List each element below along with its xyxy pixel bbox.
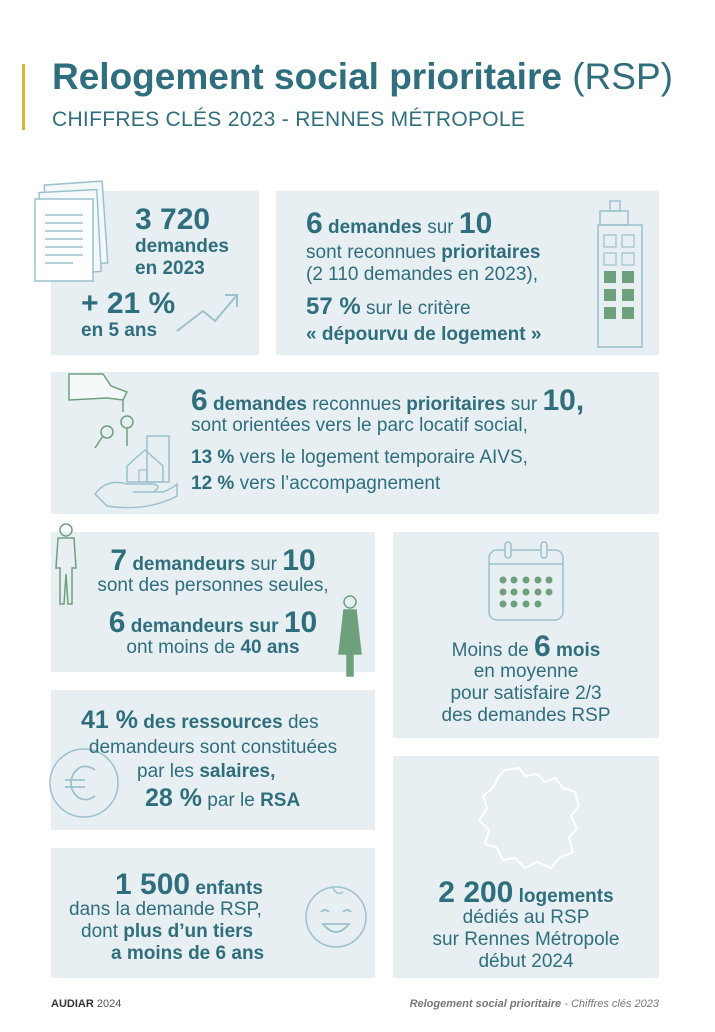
prioritaires-line3: (2 110 demandes en 2023), [306, 264, 539, 285]
growth-value: + 21 % [81, 287, 176, 320]
logements-line4: début 2024 [478, 951, 574, 972]
prioritaires-line2: sont reconnues prioritaires [306, 242, 541, 263]
card-prioritaires [276, 191, 659, 355]
trend-arrow-icon [175, 291, 241, 333]
ressources-line4: 28 % par le RSA [145, 784, 301, 812]
building-icon [596, 199, 646, 349]
page-subtitle: CHIFFRES CLÉS 2023 - RENNES MÉTROPOLE [52, 108, 526, 131]
orientation-line2: sont orientées vers le parc locatif social, [191, 415, 528, 436]
enfants-line4: a moins de 6 ans [111, 943, 265, 964]
card-demandes [51, 191, 259, 355]
card-delai [393, 532, 659, 738]
orientation-headline: 6 demandes reconnues prioritaires sur 10, [191, 384, 585, 417]
demandeurs-line3: 6 demandeurs sur 10 [108, 606, 318, 639]
delai-line1: Moins de 6 mois [451, 630, 601, 663]
ressources-line3: par les salaires, [137, 761, 276, 782]
delai-line2: en moyenne [473, 661, 579, 682]
demandes-label: demandes [135, 236, 229, 257]
baby-face-icon [303, 884, 369, 950]
prioritaires-line4: 57 % sur le critère [306, 293, 471, 320]
logements-line3: sur Rennes Métropole [432, 929, 620, 950]
enfants-line3: dont plus d’un tiers [81, 921, 254, 942]
demandeurs-line1: 7 demandeurs sur 10 [110, 544, 316, 577]
card-ressources [51, 690, 375, 830]
footer-org: AUDIAR 2024 [51, 998, 122, 1010]
delai-line4: des demandes RSP [441, 705, 611, 726]
card-logements [393, 756, 659, 978]
enfants-line2: dans la demande RSP, [69, 899, 262, 920]
prioritaires-headline: 6 demandes sur 10 [306, 207, 493, 240]
ressources-line2: demandeurs sont constituées [88, 737, 338, 758]
prioritaires-line5: « dépourvu de logement » [306, 324, 542, 345]
title-bold: Relogement social prioritaire [52, 56, 562, 97]
logements-line2: dédiés au RSP [462, 907, 590, 928]
calendar-icon [487, 540, 565, 622]
demandes-year: en 2023 [135, 258, 205, 279]
title-normal: (RSP) [572, 56, 673, 97]
demandeurs-line4: ont moins de 40 ans [126, 637, 300, 658]
footer-doc-title: Relogement social prioritaire - Chiffres clés 2023 [409, 998, 659, 1010]
growth-label: en 5 ans [81, 320, 158, 341]
documents-icon [33, 183, 113, 283]
orientation-line4: 12 % vers l’accompagnement [191, 473, 441, 494]
ressources-line1: 41 % des ressources des [81, 706, 319, 734]
delai-line3: pour satisfaire 2/3 [450, 683, 602, 704]
logements-line1: 2 200 logements [438, 876, 614, 909]
enfants-line1: 1 500 enfants [115, 868, 263, 901]
header-accent-bar [22, 64, 25, 130]
demandes-count: 3 720 [135, 203, 211, 236]
rennes-map-icon [475, 764, 585, 872]
page-title [52, 56, 673, 98]
card-orientation [51, 372, 659, 514]
card-demandeurs [51, 532, 375, 672]
demandeurs-line2: sont des personnes seules, [97, 575, 329, 596]
card-enfants [51, 848, 375, 978]
hand-keys-house-icon [67, 366, 177, 516]
orientation-line3: 13 % vers le logement temporaire AIVS, [191, 447, 528, 468]
